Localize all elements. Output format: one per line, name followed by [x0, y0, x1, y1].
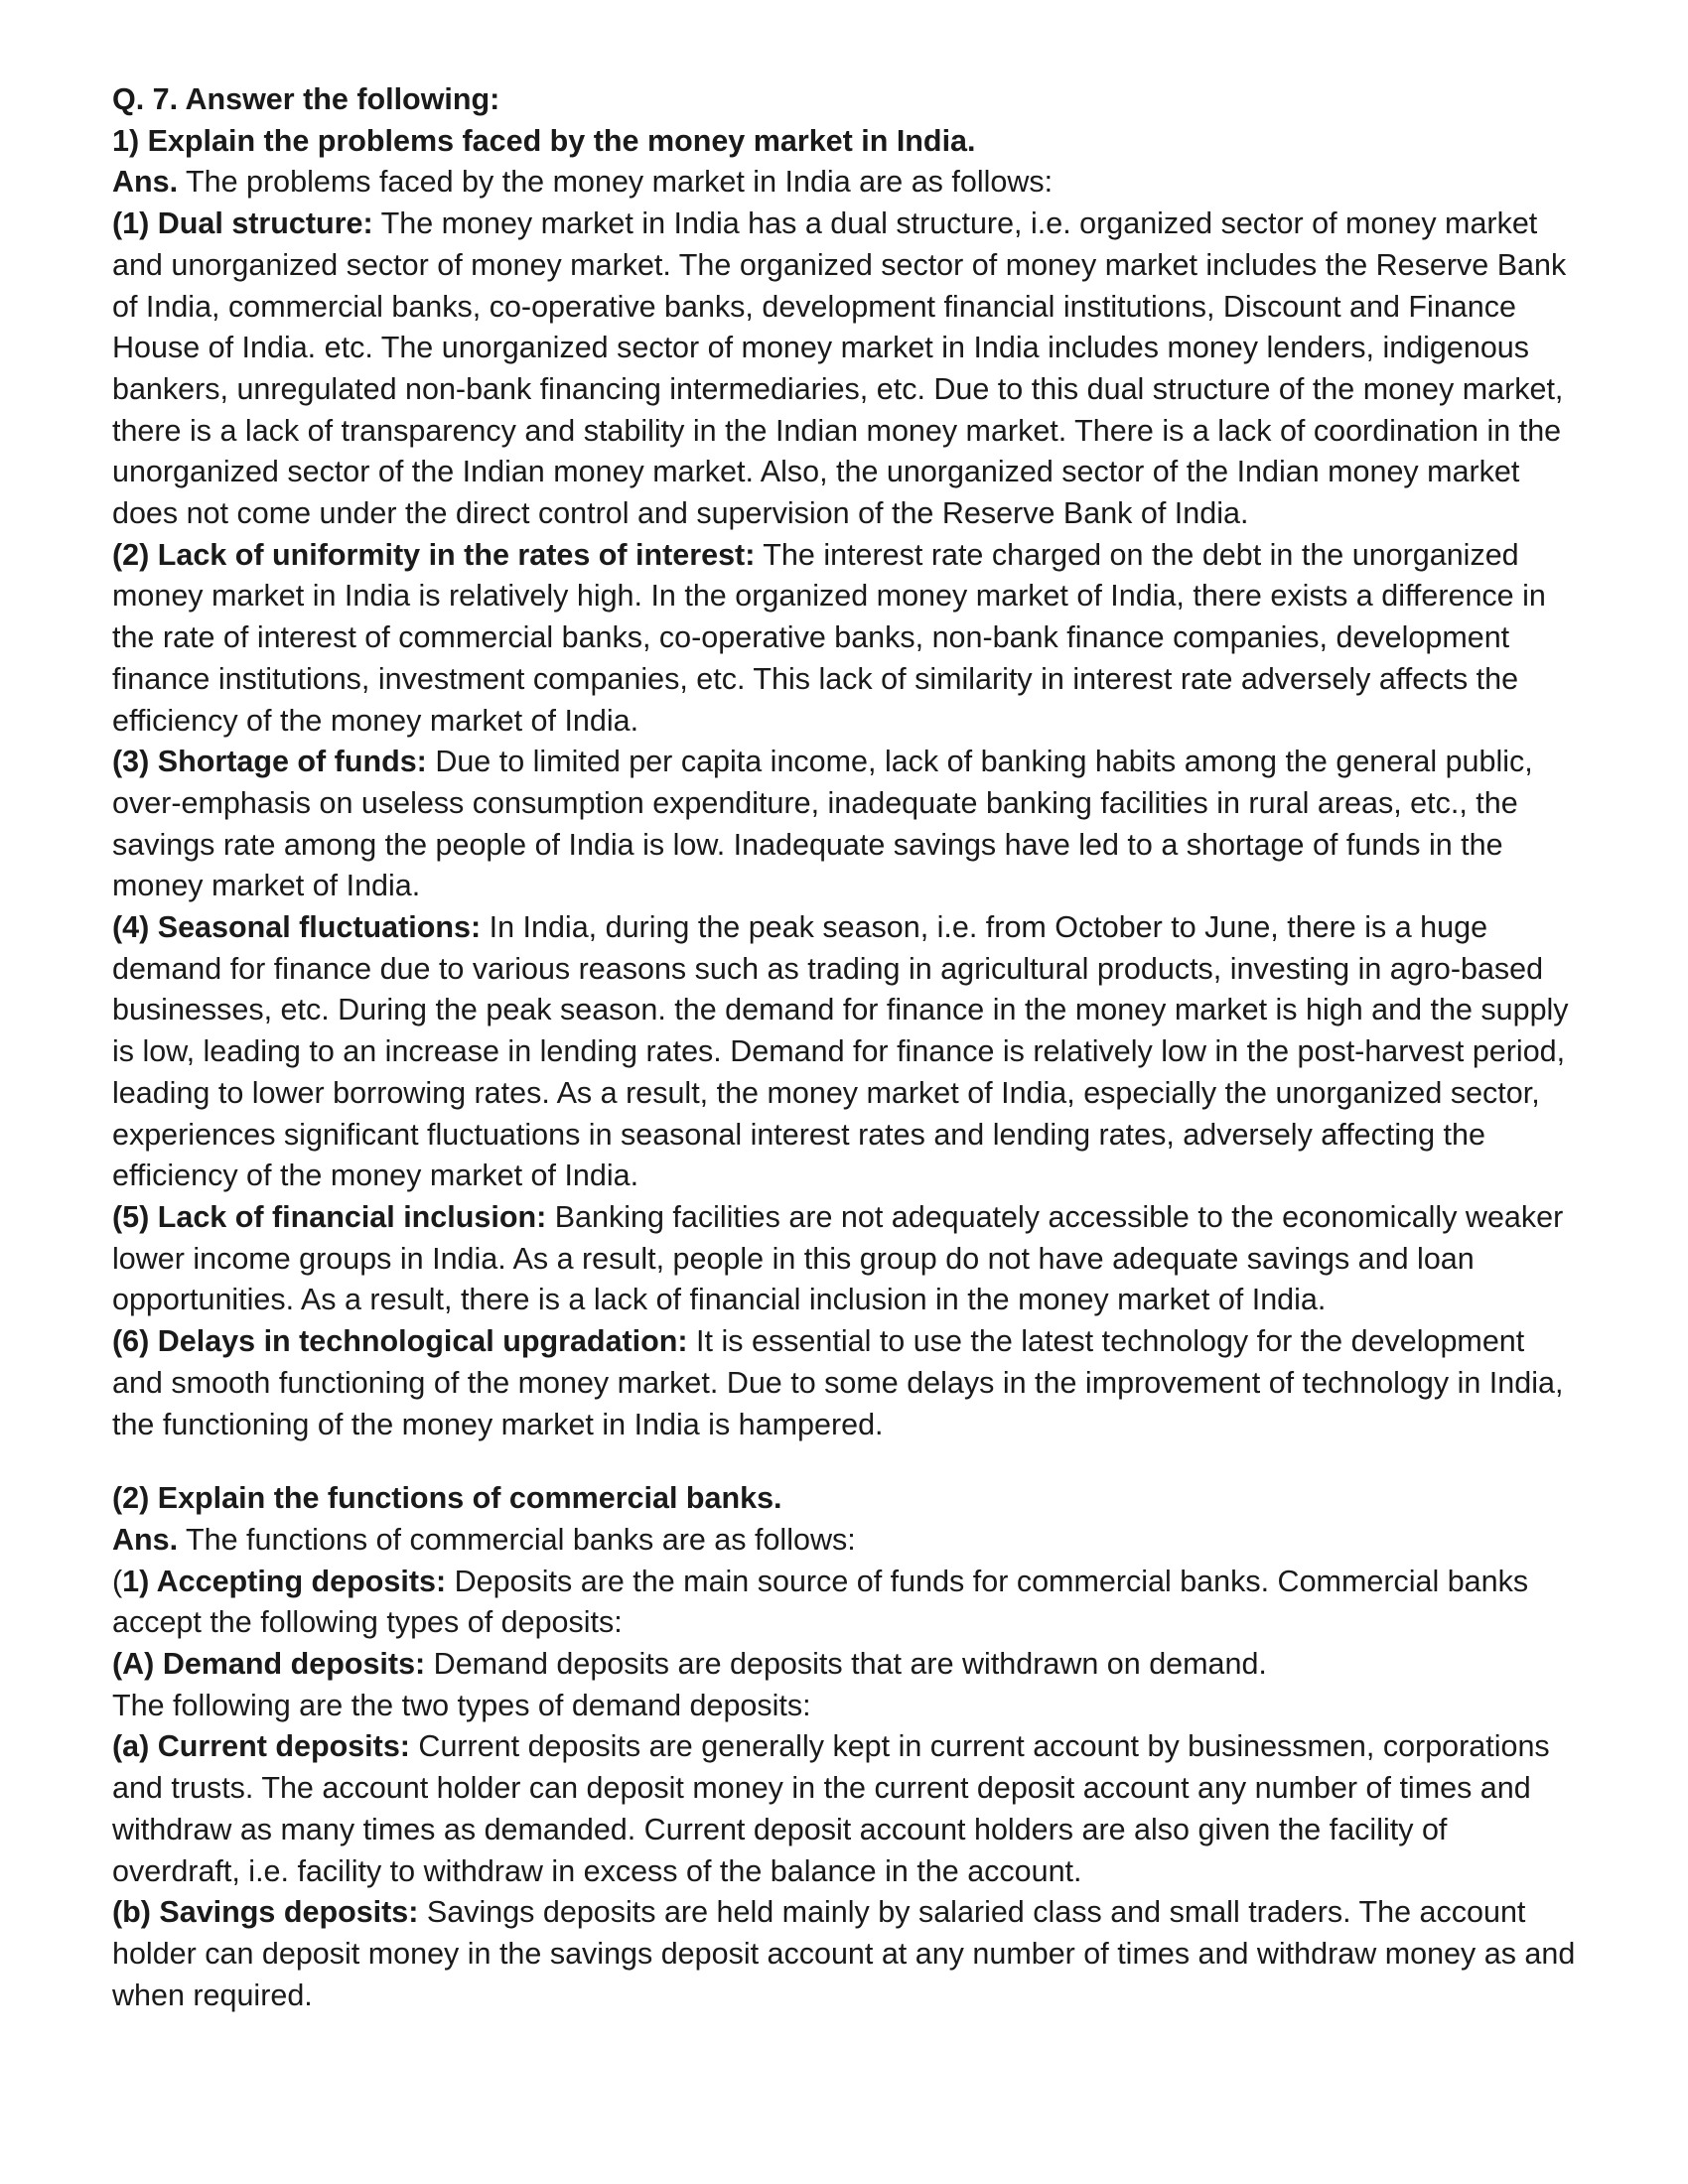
point-open-paren: (	[112, 1564, 123, 1598]
point-text: It is essential to use the latest technology for the development and smooth functioning of the money market. Due to some delays in the improvement of technology in India, the functioning of the money market in India is hampered.	[112, 1324, 1564, 1441]
point-text: The money market in India has a dual structure, i.e. organized sector of money market and unorganized sector of money market. The organized sector of money market includes the Reserve Bank of India, commercial banks, co-operative banks, development financial institutions, Discount and Finance House of India. etc. The unorganized sector of money market in India includes money lenders, indigenous bankers, unregulated non-bank financing intermediaries, etc. Due to this dual structure of the money market, there is a lack of transparency and stability in the Indian money market. There is a lack of coordination in the unorganized sector of the Indian money market. Also, the unorganized sector of the Indian money market does not come under the direct control and supervision of the Reserve Bank of India.	[112, 206, 1567, 531]
answer-intro-text: The functions of commercial banks are as follows:	[178, 1522, 856, 1557]
demand-deposits	[112, 1644, 1582, 1686]
current-deposits	[112, 1726, 1582, 1892]
point-heading: 1) Accepting deposits:	[122, 1564, 447, 1598]
question-2-heading: (2) Explain the functions of commercial banks.	[112, 1481, 782, 1516]
problem-point-5	[112, 1197, 1582, 1321]
point-text: Demand deposits are deposits that are withdrawn on demand.	[425, 1647, 1267, 1682]
document-page	[112, 79, 1582, 2016]
answer-label: Ans.	[112, 165, 179, 200]
point-heading: (3) Shortage of funds:	[112, 745, 427, 779]
point-heading: (4) Seasonal fluctuations:	[112, 910, 482, 945]
point-heading: (1) Dual structure:	[112, 206, 373, 241]
point-text: Banking facilities are not adequately accessible to the economically weaker lower income groups in India. As a result, people in this group do not have adequate savings and loan opportunities. As a result, there is a lack of financial inclusion in the money market of India.	[112, 1199, 1564, 1317]
point-heading: (6) Delays in technological upgradation:	[112, 1324, 688, 1359]
problem-point-2	[112, 535, 1582, 743]
point-heading: (2) Lack of uniformity in the rates of interest:	[112, 537, 756, 572]
problem-point-1	[112, 204, 1582, 535]
savings-deposits	[112, 1892, 1582, 2016]
point-text: Current deposits are generally kept in current account by businessmen, corporations and trusts. The account holder can deposit money in the current deposit account any number of times and withdraw as many times as demanded. Current deposit account holders are also given the facility of overdraft, i.e. facility to withdraw in excess of the balance in the account.	[112, 1729, 1550, 1888]
answer-2-intro	[112, 1520, 1582, 1562]
point-heading: (a) Current deposits:	[112, 1729, 410, 1764]
point-heading: (b) Savings deposits:	[112, 1895, 419, 1930]
point-text: The interest rate charged on the debt in the unorganized money market in India is relatively high. In the organized money market of India, there exists a difference in the rate of interest of commercial banks, co-operative banks, non-bank finance companies, development finance institutions, investment companies, etc. This lack of similarity in interest rate adversely affects the efficiency of the money market of India.	[112, 537, 1546, 738]
point-text: Due to limited per capita income, lack of banking habits among the general public, over-emphasis on useless consumption expenditure, inadequate banking facilities in rural areas, etc., the savings rate among the people of India is low. Inadequate savings have led to a shortage of funds in the money market of India.	[112, 745, 1533, 903]
question-1-heading: 1) Explain the problems faced by the money market in India.	[112, 123, 976, 158]
function-point-1	[112, 1562, 1582, 1644]
demand-deposits-note: The following are the two types of demand deposits:	[112, 1688, 811, 1722]
problem-point-4	[112, 907, 1582, 1197]
answer-intro-text: The problems faced by the money market in India are as follows:	[178, 165, 1054, 200]
point-text: Savings deposits are held mainly by salaried class and small traders. The account holder can deposit money in the savings deposit account at any number of times and withdraw money as and when required.	[112, 1895, 1576, 2012]
point-heading: (5) Lack of financial inclusion:	[112, 1199, 547, 1234]
point-text: Deposits are the main source of funds for commercial banks. Commercial banks accept the following types of deposits:	[112, 1564, 1529, 1640]
problem-point-6	[112, 1321, 1582, 1445]
answer-label: Ans.	[112, 1522, 179, 1557]
problem-point-3	[112, 742, 1582, 907]
point-heading: (A) Demand deposits:	[112, 1647, 426, 1682]
answer-1-intro	[112, 162, 1582, 204]
point-text: In India, during the peak season, i.e. from October to June, there is a huge demand for finance due to various reasons such as trading in agricultural products, investing in agro-based businesses, etc. During the peak season. the demand for finance in the money market is high and the supply is low, leading to an increase in lending rates. Demand for finance is relatively low in the post-harvest period, leading to lower borrowing rates. As a result, the money market of India, especially the unorganized sector, experiences significant fluctuations in seasonal interest rates and lending rates, adversely affecting the efficiency of the money market of India.	[112, 910, 1569, 1193]
section-gap	[112, 1445, 1582, 1478]
question-7-title: Q. 7. Answer the following:	[112, 82, 500, 116]
